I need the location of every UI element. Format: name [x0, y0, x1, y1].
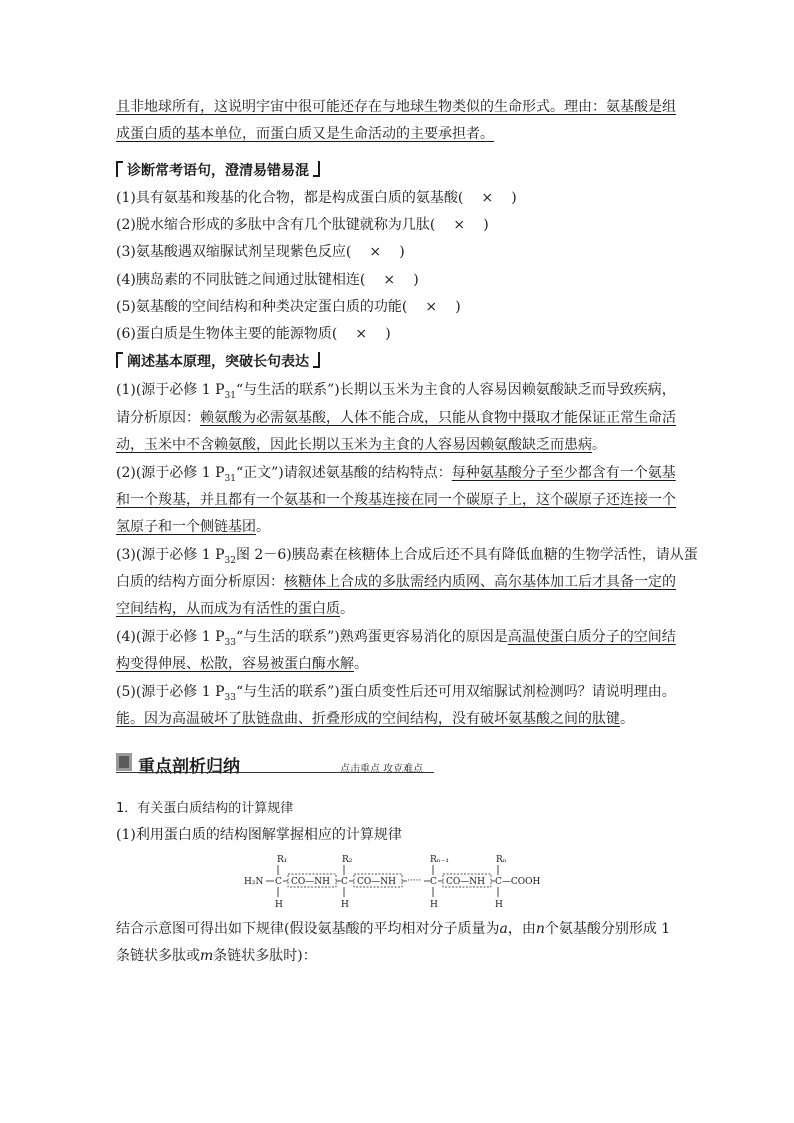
cooh-label: C—COOH — [495, 877, 541, 887]
r1-label: R₁ — [277, 855, 288, 865]
item-text: (3)氨基酸遇双缩脲试剂呈现紫色反应( — [116, 244, 352, 260]
q3-answer: 核糖体上合成的多肽需经内质网、高尔基体加工后才具备一定的 — [284, 574, 676, 590]
q4-line-2 — [116, 655, 368, 673]
q5-answer: 能。因为高温破坏了肽链盘曲、折叠形成的空间结构，没有破坏氨基酸之间的肽键 — [116, 711, 620, 727]
intro-line-2-text: 成蛋白质的基本单位，而蛋白质又是生命活动的主要承担者。 — [116, 126, 494, 142]
h4-label: H — [495, 900, 503, 910]
rn1-label: Rₙ₋₁ — [430, 855, 450, 865]
paren: ) — [455, 299, 461, 315]
key-section-subtitle: 点击重点 攻克难点 — [340, 764, 424, 775]
explain-title: 阐述基本原理，突破长句表达 — [127, 354, 309, 370]
diagnose-item-2 — [116, 216, 489, 234]
diagnose-item-3 — [116, 243, 405, 261]
q4-page: 33 — [224, 637, 236, 648]
q3-prompt: 白质的结构方面分析原因： — [116, 574, 284, 590]
q5-question: “与生活的联系”)蛋白质变性后还可用双缩脲试剂检测吗？请说明理由。 — [235, 684, 676, 700]
paren: ) — [385, 326, 391, 342]
r2-label: R₂ — [342, 855, 353, 865]
diagnose-item-4 — [116, 271, 419, 289]
q5-src: (5)(源于必修 1 P — [116, 684, 225, 700]
item-text: (2)脱水缩合形成的多肽中含有几个肽键就称为几肽( — [116, 217, 436, 233]
explain-heading — [116, 352, 320, 371]
q2-line-2: 和一个羧基，并且都有一个氨基和一个羧基连接在同一个碳原子上，这个碳原子还连接一个 — [116, 492, 676, 508]
q5-page: 33 — [224, 692, 236, 703]
bracket-right-icon — [313, 352, 320, 368]
intro-line-2 — [116, 125, 494, 143]
q1-answer: 赖氨酸为必需氨基酸，人体不能合成，只能从食物中摄取才能保证正常生命活 — [200, 410, 676, 426]
var-n: n — [535, 921, 545, 937]
peptide-structure-diagram — [244, 853, 554, 911]
q1-line-2 — [116, 409, 676, 427]
item-text: (5)氨基酸的空间结构和种类决定蛋白质的功能( — [116, 299, 408, 315]
q1-period: 。 — [592, 437, 606, 453]
conh-1: CO—NH — [291, 877, 330, 887]
item-text: (4)胰岛素的不同肽链之间通过肽键相连( — [116, 272, 366, 288]
q3-period: 。 — [340, 601, 354, 617]
q3-src: (3)(源于必修 1 P — [116, 547, 225, 563]
paren: ) — [413, 272, 419, 288]
conclusion-text: 结合示意图可得出如下规律(假设氨基酸的平均相对分子质量为 — [116, 921, 500, 937]
q2-line-3 — [116, 518, 270, 536]
q3-answer-cont: 空间结构，从而成为有活性的蛋白质 — [116, 601, 340, 617]
paren: ) — [483, 217, 489, 233]
key-section-title: 重点剖析归纳 — [138, 757, 240, 777]
q2-src: (2)(源于必修 1 P — [116, 465, 225, 481]
q4-src: (4)(源于必修 1 P — [116, 629, 225, 645]
h2-label: H — [341, 900, 349, 910]
bracket-left-icon — [116, 161, 123, 177]
diagnose-item-5 — [116, 298, 461, 316]
h2n-label: H₂N — [244, 877, 264, 887]
rule-subheading: (1)利用蛋白质的结构图解掌握相应的计算规律 — [116, 827, 402, 843]
item-text: (6)蛋白质是生物体主要的能源物质( — [116, 326, 338, 342]
ellipsis: ····· — [407, 876, 422, 886]
q1-line-1 — [116, 381, 676, 405]
conclusion-line-1 — [116, 920, 670, 938]
conclusion-text: 条链状多肽或 — [116, 948, 200, 964]
h3-label: H — [430, 900, 438, 910]
q1-src: (1)(源于必修 1 P — [116, 382, 225, 398]
paren: ) — [399, 244, 405, 260]
q1-line-3 — [116, 436, 606, 454]
section-divider — [116, 772, 434, 773]
q1-question: “与生活的联系”)长期以玉米为主食的人容易因赖氨酸缺乏而导致疾病， — [235, 382, 676, 398]
wrong-mark-icon: × — [369, 244, 382, 260]
q1-page: 31 — [224, 390, 236, 401]
q2-page: 31 — [224, 473, 236, 484]
diagnose-item-1 — [116, 189, 517, 207]
q4-period: 。 — [354, 656, 368, 672]
q4-answer-cont: 构变得伸展、松散，容易被蛋白酶水解 — [116, 656, 354, 672]
q2-answer: 每种氨基酸分子至少都含有一个氨基 — [451, 465, 676, 481]
q2-period: 。 — [256, 519, 270, 535]
wrong-mark-icon: × — [481, 190, 494, 206]
item-text: (1)具有氨基和羧基的化合物，都是构成蛋白质的氨基酸( — [116, 190, 464, 206]
q3-line-3 — [116, 600, 354, 618]
c1-label: C — [275, 877, 282, 887]
var-a: a — [499, 921, 508, 937]
q2-answer-cont: 氢原子和一个侧链基团 — [116, 519, 256, 535]
q5-line-2 — [116, 710, 634, 728]
conh-3: CO—NH — [446, 877, 485, 887]
conh-2: CO—NH — [357, 877, 396, 887]
conclusion-line-2 — [116, 947, 317, 965]
q3-line-2 — [116, 573, 676, 591]
diagnose-item-6 — [116, 325, 391, 343]
q1-answer-cont: 动，玉米中不含赖氨酸，因此长期以玉米为主食的人容易因赖氨酸缺乏而患病 — [116, 437, 592, 453]
q3-page: 32 — [224, 555, 236, 566]
var-m: m — [200, 948, 214, 964]
q4-answer: 高温使蛋白质分子的空间结 — [507, 629, 676, 645]
paren: ) — [511, 190, 517, 206]
wrong-mark-icon: × — [383, 272, 396, 288]
conclusion-text: 条链状多肽时)： — [213, 948, 317, 964]
q4-line-1 — [116, 628, 676, 652]
rule-heading: 1．有关蛋白质结构的计算规律 — [116, 801, 294, 816]
h1-label: H — [275, 900, 283, 910]
wrong-mark-icon: × — [355, 326, 368, 342]
bracket-left-icon — [116, 352, 123, 368]
q2-line-1 — [116, 464, 676, 488]
intro-line-1: 且非地球所有，这说明宇宙中很可能还存在与地球生物类似的生命形式。理由：氨基酸是组 — [116, 99, 676, 115]
q1-prompt: 请分析原因： — [116, 410, 200, 426]
conclusion-text: 个氨基酸分别形成 1 — [544, 921, 671, 937]
q5-period: 。 — [620, 711, 634, 727]
diagnose-heading — [116, 161, 320, 180]
diagnose-title: 诊断常考语句，澄清易错易混 — [127, 163, 309, 179]
q5-line-1 — [116, 683, 676, 707]
q4-question: “与生活的联系”)熟鸡蛋更容易消化的原因是 — [235, 629, 508, 645]
cn1-label: C — [430, 877, 437, 887]
c2-label: C — [341, 877, 348, 887]
bracket-right-icon — [313, 161, 320, 177]
conclusion-text: ，由 — [507, 921, 536, 937]
q3-line-1 — [116, 546, 698, 570]
q2-question: “正文”)请叙述氨基酸的结构特点： — [235, 465, 452, 481]
q3-question: 图 2－6)胰岛素在核糖体上合成后还不具有降低血糖的生物学活性，请从蛋 — [235, 547, 698, 563]
wrong-mark-icon: × — [453, 217, 466, 233]
wrong-mark-icon: × — [425, 299, 438, 315]
rn-label: Rₙ — [496, 855, 507, 865]
